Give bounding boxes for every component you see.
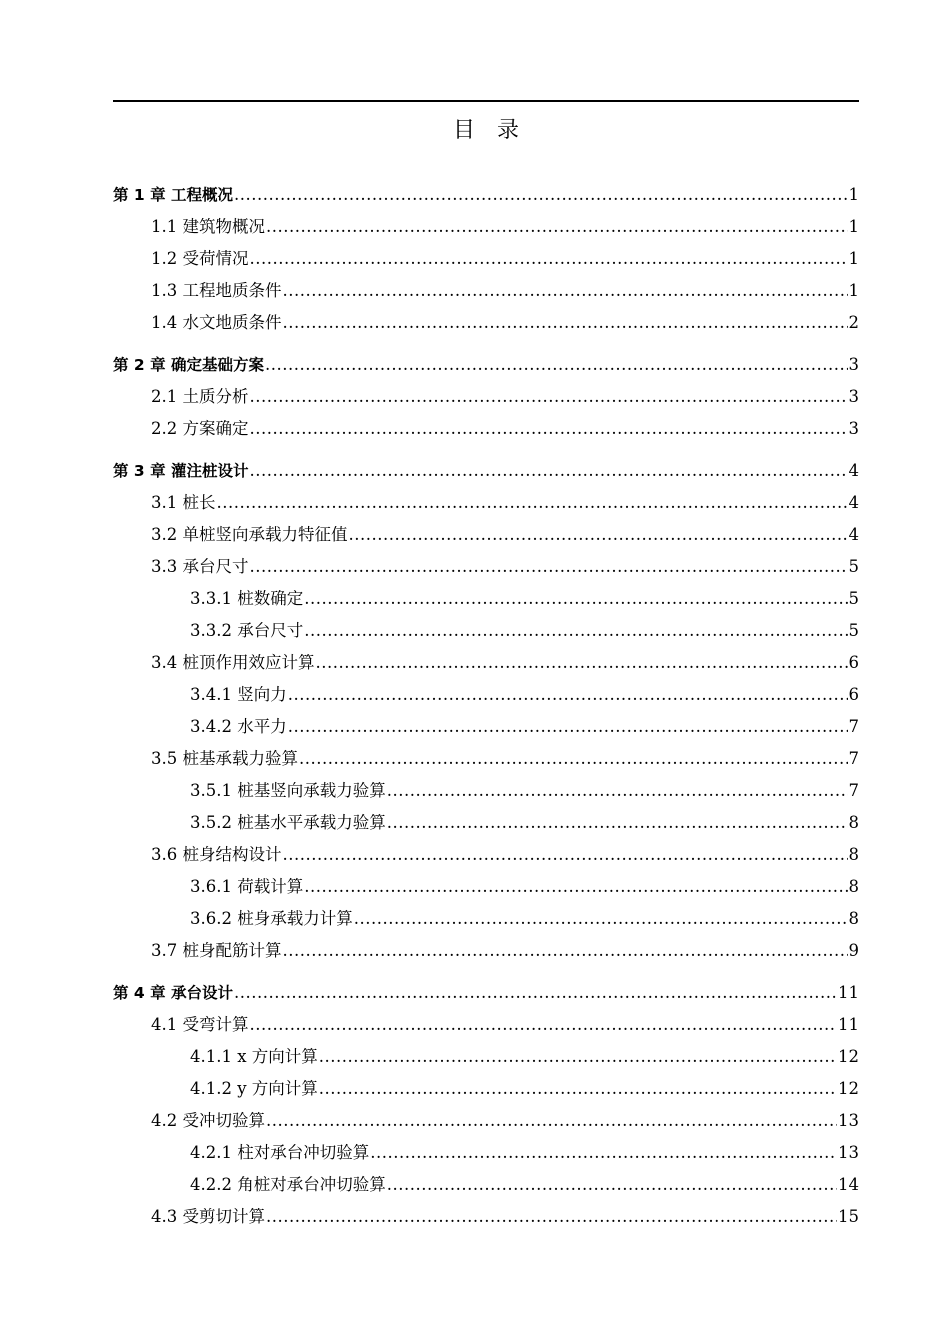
toc-entry-label: 3.5.2 桩基水平承载力验算 [190, 813, 386, 832]
toc-entry-label: 1.4 水文地质条件 [151, 313, 282, 332]
toc-section-entry[interactable] [190, 620, 859, 642]
toc-title: 目 录 [452, 118, 519, 143]
toc-entry-label: 3.3.1 桩数确定 [190, 589, 304, 608]
toc-page-number: 9 [848, 941, 859, 960]
dot-leader [250, 248, 848, 270]
toc-page-number: 12 [838, 1079, 859, 1098]
dot-leader [283, 940, 848, 962]
toc-section-entry[interactable] [190, 1078, 859, 1100]
toc-page-number: 8 [848, 845, 859, 864]
toc-page-number: 13 [838, 1111, 859, 1130]
toc-page-number: 15 [838, 1207, 859, 1226]
toc-entry-label: 3.4.1 竖向力 [190, 685, 287, 704]
toc-entry-label: 3.2 单桩竖向承载力特征值 [151, 525, 348, 544]
toc-entry-label: 2.1 土质分析 [151, 387, 249, 406]
dot-leader [319, 1046, 837, 1068]
dot-leader [304, 588, 847, 610]
toc-page-number: 3 [848, 419, 859, 438]
toc-entry-label: 3.6.2 桩身承载力计算 [190, 909, 353, 928]
toc-page-number: 4 [848, 525, 859, 544]
toc-page-number: 11 [838, 983, 859, 1002]
toc-chapter-entry[interactable] [113, 460, 859, 482]
toc-entry-label: 3.4 桩顶作用效应计算 [151, 653, 315, 672]
toc-entry-label: 第 4 章 承台设计 [113, 984, 233, 1002]
toc-entry-label: 1.2 受荷情况 [151, 249, 249, 268]
toc-entry-label: 第 1 章 工程概况 [113, 186, 233, 204]
toc-entry-label: 1.1 建筑物概况 [151, 217, 265, 236]
dot-leader [250, 1014, 838, 1036]
dot-leader [217, 492, 848, 514]
toc-page-number: 14 [838, 1175, 859, 1194]
toc-section-entry[interactable] [151, 556, 859, 578]
toc-section-entry[interactable] [151, 652, 859, 674]
toc-section-entry[interactable] [151, 1014, 859, 1036]
toc-page-number: 1 [848, 249, 859, 268]
dot-leader [304, 876, 847, 898]
toc-section-entry[interactable] [190, 684, 859, 706]
dot-leader [266, 1206, 837, 1228]
dot-leader [283, 312, 848, 334]
toc-page-number: 8 [848, 813, 859, 832]
toc-section-entry[interactable] [151, 524, 859, 546]
toc-entry-label: 4.3 受剪切计算 [151, 1207, 265, 1226]
toc-section-entry[interactable] [190, 1142, 859, 1164]
dot-leader [266, 216, 848, 238]
toc-entry-label: 3.3 承台尺寸 [151, 557, 249, 576]
toc-entry-label: 第 3 章 灌注桩设计 [113, 462, 249, 480]
toc-entry-label: 4.1 受弯计算 [151, 1015, 249, 1034]
toc-section-entry[interactable] [151, 386, 859, 408]
toc-section-entry[interactable] [190, 812, 859, 834]
dot-leader [283, 280, 848, 302]
dot-leader [299, 748, 848, 770]
toc-page-number: 3 [848, 355, 859, 374]
toc-page-number: 8 [848, 877, 859, 896]
dot-leader [304, 620, 847, 642]
toc-section-entry[interactable] [190, 1046, 859, 1068]
toc-entry-label: 3.5 桩基承载力验算 [151, 749, 298, 768]
toc-page-number: 2 [848, 313, 859, 332]
toc-section-entry[interactable] [151, 248, 859, 270]
toc-section-entry[interactable] [151, 1110, 859, 1132]
toc-entry-label: 3.5.1 桩基竖向承载力验算 [190, 781, 386, 800]
toc-section-entry[interactable] [190, 780, 859, 802]
toc-section-entry[interactable] [151, 216, 859, 238]
toc-section-entry[interactable] [190, 1174, 859, 1196]
toc-chapter-entry[interactable] [113, 982, 859, 1004]
toc-entry-label: 3.1 桩长 [151, 493, 216, 512]
dot-leader [387, 780, 848, 802]
toc-section-entry[interactable] [151, 280, 859, 302]
toc-page-number: 6 [848, 685, 859, 704]
toc-entry-label: 3.6.1 荷载计算 [190, 877, 304, 896]
dot-leader [354, 908, 848, 930]
dot-leader [387, 812, 848, 834]
toc-entry-label: 4.1.1 x 方向计算 [190, 1047, 318, 1066]
toc-chapter-entry[interactable] [113, 354, 859, 376]
toc-entry-label: 4.2 受冲切验算 [151, 1111, 265, 1130]
dot-leader [288, 684, 848, 706]
dot-leader [234, 184, 848, 206]
toc-page-number: 7 [848, 749, 859, 768]
toc-section-entry[interactable] [190, 908, 859, 930]
toc-page-number: 13 [838, 1143, 859, 1162]
dot-leader [319, 1078, 837, 1100]
toc-page-number: 1 [848, 217, 859, 236]
toc-chapter-entry[interactable] [113, 184, 859, 206]
dot-leader [316, 652, 848, 674]
toc-section-entry[interactable] [190, 876, 859, 898]
dot-leader [288, 716, 848, 738]
toc-page-number: 7 [848, 717, 859, 736]
toc-section-entry[interactable] [151, 940, 859, 962]
dot-leader [266, 1110, 837, 1132]
toc-section-entry[interactable] [151, 312, 859, 334]
dot-leader [265, 354, 848, 376]
toc-page-number: 12 [838, 1047, 859, 1066]
toc-page-number: 5 [848, 621, 859, 640]
dot-leader [370, 1142, 837, 1164]
dot-leader [283, 844, 848, 866]
toc-entry-label: 3.3.2 承台尺寸 [190, 621, 304, 640]
dot-leader [250, 386, 848, 408]
toc-page-number: 6 [848, 653, 859, 672]
dot-leader [349, 524, 848, 546]
toc-section-entry[interactable] [190, 716, 859, 738]
dot-leader [249, 460, 847, 482]
toc-entry-label: 4.1.2 y 方向计算 [190, 1079, 318, 1098]
dot-leader [387, 1174, 837, 1196]
header-rule [113, 100, 859, 102]
toc-entry-label: 3.4.2 水平力 [190, 717, 287, 736]
dot-leader [250, 556, 848, 578]
toc-page-number: 11 [838, 1015, 859, 1034]
toc-section-entry[interactable] [151, 1206, 859, 1228]
toc-page-number: 1 [848, 185, 859, 204]
toc-page-number: 3 [848, 387, 859, 406]
toc-section-entry[interactable] [151, 748, 859, 770]
toc-entry-label: 4.2.2 角桩对承台冲切验算 [190, 1175, 386, 1194]
toc-section-entry[interactable] [190, 588, 859, 610]
toc-section-entry[interactable] [151, 418, 859, 440]
toc-entry-label: 第 2 章 确定基础方案 [113, 356, 264, 374]
toc-page-number: 8 [848, 909, 859, 928]
toc-entry-label: 3.7 桩身配筋计算 [151, 941, 282, 960]
toc-entry-label: 2.2 方案确定 [151, 419, 249, 438]
toc-page-number: 4 [848, 461, 859, 480]
dot-leader [234, 982, 837, 1004]
toc-page-number: 7 [848, 781, 859, 800]
toc-entry-label: 4.2.1 柱对承台冲切验算 [190, 1143, 370, 1162]
toc-entry-label: 3.6 桩身结构设计 [151, 845, 282, 864]
toc-section-entry[interactable] [151, 492, 859, 514]
toc-entry-label: 1.3 工程地质条件 [151, 281, 282, 300]
toc-page-number: 1 [848, 281, 859, 300]
toc-page-number: 5 [848, 589, 859, 608]
toc-page-number: 5 [848, 557, 859, 576]
dot-leader [250, 418, 848, 440]
toc-section-entry[interactable] [151, 844, 859, 866]
toc-page-number: 4 [848, 493, 859, 512]
